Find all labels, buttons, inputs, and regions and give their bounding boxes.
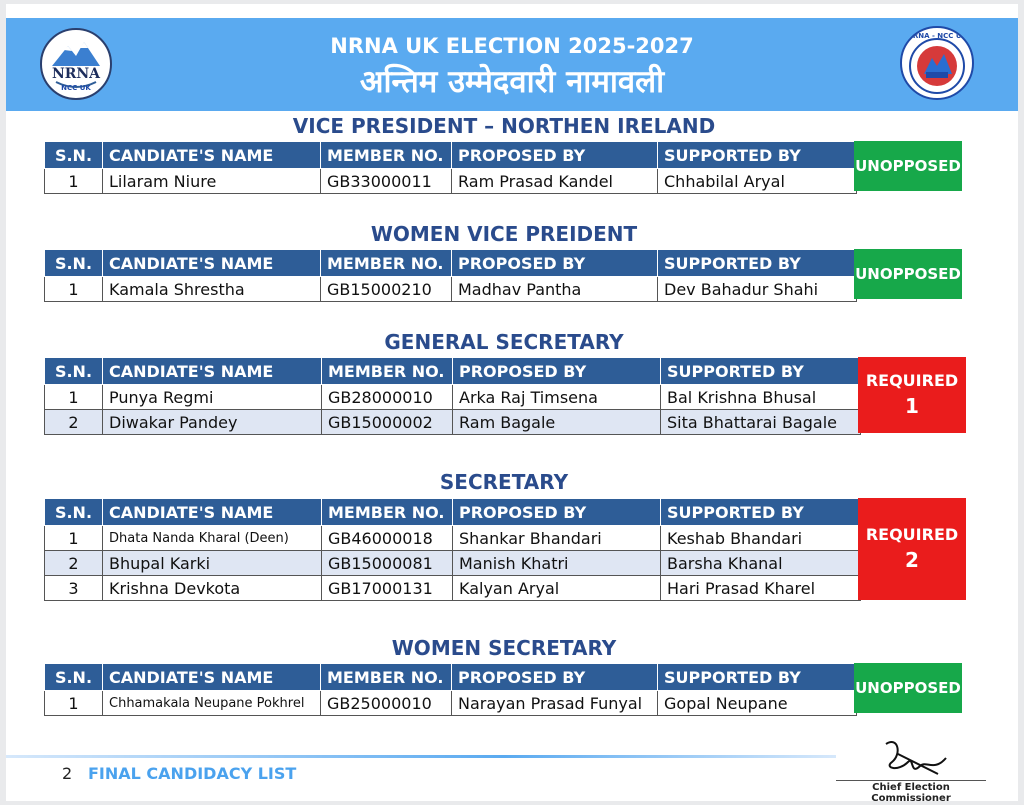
col-proposed: PROPOSED BY [452,142,658,169]
section-title-general-secretary: GENERAL SECRETARY [384,330,624,354]
cell-name: Kamala Shrestha [103,277,321,302]
table-row [45,551,861,576]
cell-member: GB15000210 [321,277,452,302]
cell-name: Dhata Nanda Kharal (Deen) [103,526,322,551]
cell-supported: Gopal Neupane [658,691,857,716]
cell-sn: 1 [45,277,103,302]
table-header-row [45,358,861,385]
status-number: 2 [905,548,919,573]
status-badge-required [858,498,966,600]
col-supported: SUPPORTED BY [661,499,861,526]
nrna-ncc-uk-logo-right [900,26,974,100]
status-number: 1 [905,394,919,419]
col-supported: SUPPORTED BY [658,250,857,277]
footer-divider [6,755,836,758]
cell-proposed: Ram Bagale [453,410,661,435]
header-subtitle: अन्तिम उम्मेदवारी नामावली [359,64,665,100]
table-women-secretary [44,663,857,716]
cell-supported: Bal Krishna Bhusal [661,385,861,410]
status-badge-unopposed [854,249,962,299]
table-row [45,385,861,410]
col-name: CANDIATE'S NAME [103,250,321,277]
page-number: 2 [62,764,73,783]
col-supported: SUPPORTED BY [658,664,857,691]
table-secretary [44,498,861,601]
section-title-secretary: SECRETARY [439,470,569,494]
signature-icon [868,732,958,782]
table-header-row [45,499,861,526]
col-proposed: PROPOSED BY [453,499,661,526]
cell-name: Punya Regmi [103,385,322,410]
logo-right-text: NRNA - NCC UK [907,32,967,40]
status-label: UNOPPOSED [855,678,961,697]
status-badge-required [858,357,966,433]
cell-sn: 1 [45,169,103,194]
status-label: REQUIRED [865,370,959,390]
cell-sn: 1 [45,691,103,716]
col-proposed: PROPOSED BY [452,250,658,277]
col-sn: S.N. [45,664,103,691]
footer-label: FINAL CANDIDACY LIST [88,764,297,783]
cell-proposed: Narayan Prasad Funyal [452,691,658,716]
table-header-row [45,250,857,277]
col-member: MEMBER NO. [321,664,452,691]
status-label: UNOPPOSED [855,264,961,283]
table-row [45,576,861,601]
col-name: CANDIATE'S NAME [103,358,322,385]
cell-supported: Keshab Bhandari [661,526,861,551]
table-row [45,169,857,194]
cell-supported: Chhabilal Aryal [658,169,857,194]
col-member: MEMBER NO. [321,250,452,277]
cell-proposed: Arka Raj Timsena [453,385,661,410]
table-women-vice-president [44,249,857,302]
status-label: UNOPPOSED [855,156,961,175]
table-row [45,691,857,716]
header-title: NRNA UK ELECTION 2025-2027 [330,34,694,58]
cell-sn: 2 [45,551,103,576]
document-page [6,4,1018,804]
cell-member: GB15000002 [322,410,453,435]
cell-name: Krishna Devkota [103,576,322,601]
col-member: MEMBER NO. [321,142,452,169]
status-label: REQUIRED [865,524,959,544]
col-name: CANDIATE'S NAME [103,664,321,691]
header-banner [6,18,1018,111]
signature-caption: Chief Election Commissioner [836,780,986,804]
logo-left-text: NRNA [51,66,101,82]
status-badge-unopposed [854,141,962,191]
col-proposed: PROPOSED BY [452,664,658,691]
col-sn: S.N. [45,250,103,277]
table-general-secretary [44,357,861,435]
table-header-row [45,142,857,169]
cell-member: GB46000018 [322,526,453,551]
col-sn: S.N. [45,142,103,169]
col-supported: SUPPORTED BY [658,142,857,169]
cell-proposed: Kalyan Aryal [453,576,661,601]
col-supported: SUPPORTED BY [661,358,861,385]
cell-supported: Barsha Khanal [661,551,861,576]
cell-supported: Hari Prasad Kharel [661,576,861,601]
status-badge-unopposed [854,663,962,713]
cell-member: GB33000011 [321,169,452,194]
cell-sn: 3 [45,576,103,601]
table-row [45,526,861,551]
cell-sn: 1 [45,385,103,410]
cell-member: GB17000131 [322,576,453,601]
col-member: MEMBER NO. [322,499,453,526]
cell-name: Diwakar Pandey [103,410,322,435]
table-header-row [45,664,857,691]
cell-sn: 1 [45,526,103,551]
col-proposed: PROPOSED BY [453,358,661,385]
cell-member: GB25000010 [321,691,452,716]
cell-sn: 2 [45,410,103,435]
cell-name: Lilaram Niure [103,169,321,194]
table-row [45,277,857,302]
table-vice-president-ni [44,141,857,194]
logo-left-small: NCC UK [61,84,91,92]
section-title-vice-president-ni: VICE PRESIDENT – NORTHEN IRELAND [292,114,716,138]
cell-proposed: Ram Prasad Kandel [452,169,658,194]
section-title-women-secretary: WOMEN SECRETARY [391,636,617,660]
section-title-women-vice-president: WOMEN VICE PREIDENT [370,222,638,246]
col-sn: S.N. [45,358,103,385]
cell-proposed: Madhav Pantha [452,277,658,302]
cell-proposed: Shankar Bhandari [453,526,661,551]
col-name: CANDIATE'S NAME [103,499,322,526]
cell-name: Bhupal Karki [103,551,322,576]
col-sn: S.N. [45,499,103,526]
cell-name: Chhamakala Neupane Pokhrel [103,691,321,716]
emblem-icon [902,28,972,98]
cell-proposed: Manish Khatri [453,551,661,576]
col-name: CANDIATE'S NAME [103,142,321,169]
cell-supported: Dev Bahadur Shahi [658,277,857,302]
table-row [45,410,861,435]
cell-member: GB28000010 [322,385,453,410]
cell-member: GB15000081 [322,551,453,576]
col-member: MEMBER NO. [322,358,453,385]
cell-supported: Sita Bhattarai Bagale [661,410,861,435]
